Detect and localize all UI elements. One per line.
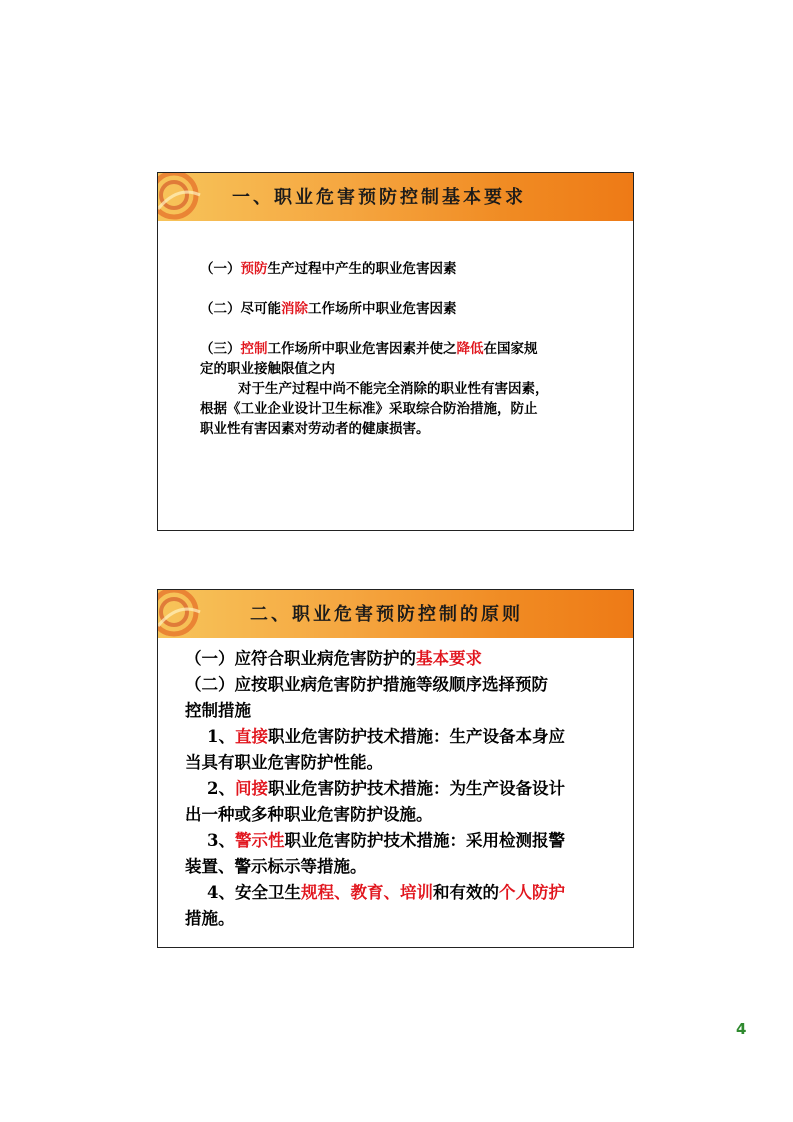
requirement-2: （二）尽可能消除工作场所中职业危害因素 <box>200 301 457 317</box>
swirl-logo-icon <box>158 173 212 221</box>
slide-1-body <box>200 259 603 439</box>
principle-2-cont: 控制措施 <box>185 701 251 720</box>
requirement-1: （一）预防生产过程中产生的职业危害因素 <box>200 261 457 277</box>
requirement-3: （三）控制工作场所中职业危害因素并使之降低在国家规 <box>200 341 538 357</box>
slide-2-header <box>158 590 633 638</box>
slide-2 <box>157 589 634 948</box>
swirl-logo-icon <box>158 590 212 638</box>
slide-2-title: 二、职业危害预防控制的原则 <box>250 604 523 625</box>
principle-2: （二）应按职业病危害防护措施等级顺序选择预防 <box>185 675 548 694</box>
slide-2-body <box>185 646 613 932</box>
measure-3: 3、警示性职业危害防护技术措施：采用检测报警 <box>207 831 565 850</box>
slide-1 <box>157 172 634 531</box>
slide-1-header <box>158 173 633 221</box>
slide-1-title: 一、职业危害预防控制基本要求 <box>232 187 526 208</box>
measure-2: 2、间接职业危害防护技术措施：为生产设备设计 <box>207 779 565 798</box>
measure-2-cont: 出一种或多种职业危害防护设施。 <box>185 805 433 824</box>
measure-1: 1、直接职业危害防护技术措施：生产设备本身应 <box>207 727 565 746</box>
paragraph-line-3: 职业性有害因素对劳动者的健康损害。 <box>200 421 430 437</box>
measure-1-cont: 当具有职业危害防护性能。 <box>185 753 383 772</box>
principle-1: （一）应符合职业病危害防护的基本要求 <box>185 649 482 668</box>
measure-4: 4、安全卫生规程、教育、培训和有效的个人防护 <box>207 883 565 902</box>
paragraph-line-2: 根据《工业企业设计卫生标准》采取综合防治措施，防止 <box>200 401 538 417</box>
measure-4-cont: 措施。 <box>185 909 235 928</box>
measure-3-cont: 装置、警示标示等措施。 <box>185 857 367 876</box>
requirement-3-cont: 定的职业接触限值之内 <box>200 361 335 377</box>
paragraph-line-1: 对于生产过程中尚不能完全消除的职业性有害因素， <box>238 381 549 397</box>
page-number: 4 <box>736 1020 747 1038</box>
